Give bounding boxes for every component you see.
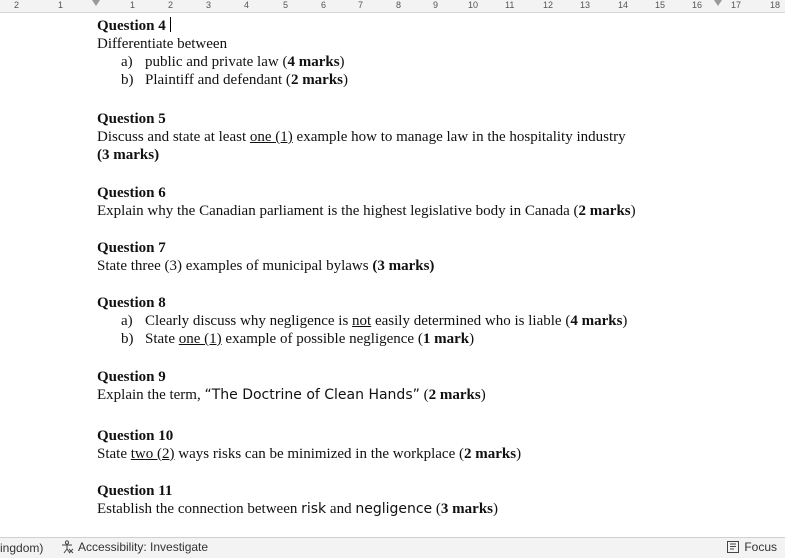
question-title: Question 6 bbox=[97, 185, 166, 201]
question-10 bbox=[97, 427, 521, 463]
question-text: Discuss and state at least one (1) example how to manage law in the hospitality industry bbox=[97, 129, 626, 145]
accessibility-label: Accessibility: Investigate bbox=[78, 540, 209, 554]
ruler-mark: 2 bbox=[14, 0, 20, 10]
question-title: Question 5 bbox=[97, 111, 166, 127]
ruler-mark: 12 bbox=[543, 0, 554, 10]
ruler-mark: 11 bbox=[505, 0, 515, 10]
question-7 bbox=[97, 239, 434, 275]
question-title: Question 8 bbox=[97, 295, 166, 311]
focus-icon bbox=[726, 540, 740, 554]
ruler-mark: 15 bbox=[655, 0, 666, 10]
ruler-mark: 17 bbox=[731, 0, 742, 10]
focus-mode-button[interactable] bbox=[726, 540, 777, 554]
first-line-indent-marker[interactable] bbox=[92, 0, 100, 6]
ruler-mark: 13 bbox=[580, 0, 591, 10]
text-cursor bbox=[170, 17, 171, 32]
ruler-mark: 9 bbox=[433, 0, 439, 10]
question-5 bbox=[97, 110, 626, 164]
focus-label: Focus bbox=[744, 540, 777, 554]
right-indent-marker[interactable] bbox=[714, 0, 722, 6]
question-text: Differentiate between bbox=[97, 36, 228, 52]
ruler-mark: 2 bbox=[168, 0, 174, 10]
question-6 bbox=[97, 184, 636, 220]
accessibility-icon bbox=[60, 540, 74, 554]
ruler-mark: 8 bbox=[396, 0, 402, 10]
question-text: Explain why the Canadian parliament is the highest legislative body in Canada (2 marks) bbox=[97, 203, 636, 219]
status-bar bbox=[0, 537, 785, 558]
question-text: State two (2) ways risks can be minimized in the workplace (2 marks) bbox=[97, 446, 522, 462]
ruler-mark: 3 bbox=[206, 0, 212, 10]
question-4 bbox=[97, 17, 348, 89]
document-page[interactable] bbox=[0, 13, 785, 537]
ruler-mark: 7 bbox=[358, 0, 364, 10]
language-status[interactable]: ingdom) bbox=[0, 541, 44, 555]
question-title: Question 10 bbox=[97, 428, 174, 444]
horizontal-ruler[interactable] bbox=[0, 0, 785, 13]
ruler-mark: 10 bbox=[468, 0, 479, 10]
list-item: a) public and private law (4 marks) bbox=[121, 54, 345, 70]
question-title: Question 11 bbox=[97, 483, 173, 499]
ruler-mark: 1 bbox=[58, 0, 64, 10]
question-title: Question 9 bbox=[97, 369, 166, 385]
question-title: Question 7 bbox=[97, 240, 166, 256]
list-item: b) State one (1) example of possible negligence (1 mark) bbox=[121, 331, 475, 347]
question-marks: (3 marks) bbox=[97, 147, 160, 163]
accessibility-status[interactable] bbox=[60, 540, 208, 554]
question-11 bbox=[97, 482, 498, 518]
question-text: Establish the connection between risk and negligence (3 marks) bbox=[97, 501, 499, 517]
ruler-mark: 18 bbox=[770, 0, 781, 10]
question-text: State three (3) examples of municipal bylaws (3 marks) bbox=[97, 258, 435, 274]
ruler-mark: 6 bbox=[321, 0, 327, 10]
question-title: Question 4 bbox=[97, 18, 166, 34]
list-item: a) Clearly discuss why negligence is not easily determined who is liable (4 marks) bbox=[121, 313, 628, 329]
ruler-mark: 5 bbox=[283, 0, 289, 10]
ruler-mark: 16 bbox=[692, 0, 703, 10]
ruler-mark: 14 bbox=[618, 0, 629, 10]
question-text: Explain the term, “The Doctrine of Clean Hands” (2 marks) bbox=[97, 387, 486, 403]
ruler-mark: 1 bbox=[130, 0, 136, 10]
question-8 bbox=[97, 294, 627, 348]
ruler-mark: 4 bbox=[244, 0, 250, 10]
question-9 bbox=[97, 368, 486, 404]
list-item: b) Plaintiff and defendant (2 marks) bbox=[121, 72, 349, 88]
